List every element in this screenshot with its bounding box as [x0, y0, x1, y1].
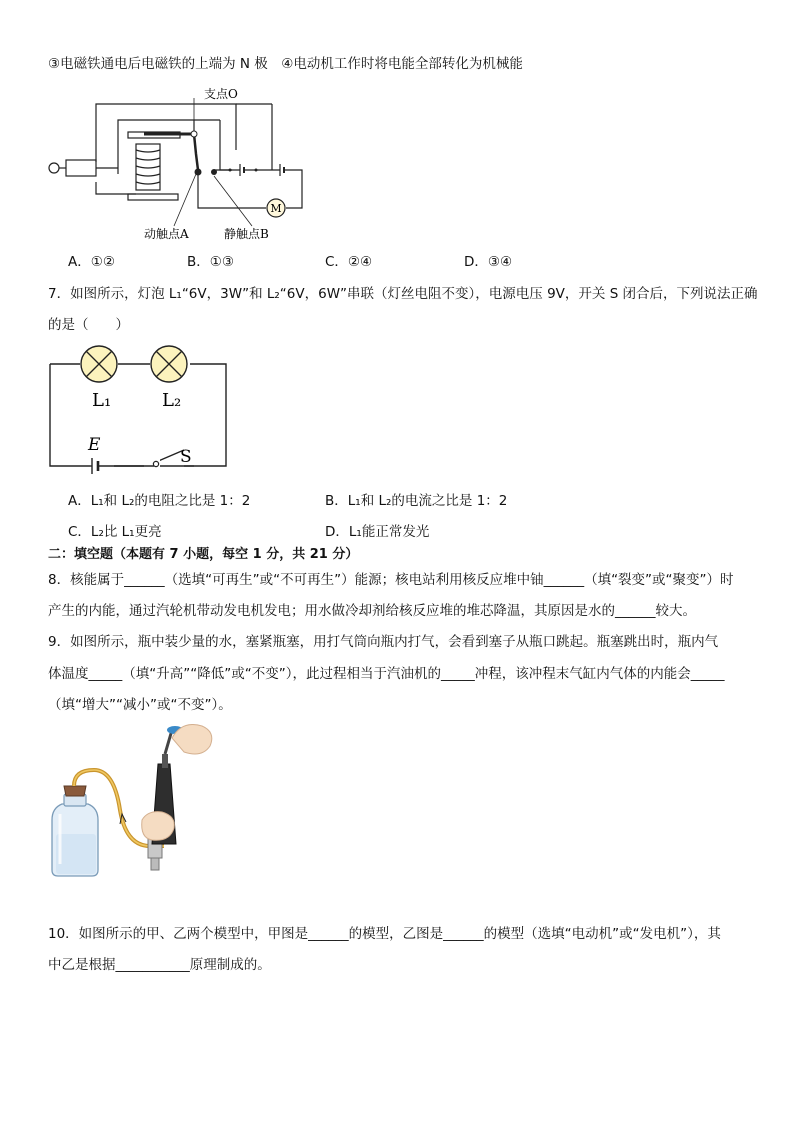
- lamp-l2-icon: [151, 346, 187, 382]
- battery-e-label: E: [88, 435, 101, 455]
- q10-line2: 中乙是根据___________原理制成的。: [48, 957, 271, 973]
- lamp-l1-label: L₁: [92, 390, 112, 411]
- q9-line1: 9．如图所示，瓶中装少量的水，塞紧瓶塞，用打气筒向瓶内打气，会看到塞子从瓶口跳起。瓶塞跳出时，瓶内气: [48, 634, 719, 650]
- q8-line1: 8．核能属于______（选填“可再生”或“不可再生”）能源；核电站利用核反应堆中铀______（填“裂变”或“聚变”）时: [48, 572, 734, 588]
- q7-option-a[interactable]: A．L₁和 L₂的电阻之比是 1：2: [68, 493, 251, 509]
- q6-option-c[interactable]: C．②④: [325, 254, 373, 270]
- lamp-l1-icon: [81, 346, 117, 382]
- q6-option-b[interactable]: B．①③: [187, 254, 234, 270]
- q9-line2: 体温度_____（填“升高”“降低”或“不变”），此过程相当于汽油机的_____冲程，该冲程末气缸内气体的内能会_____: [48, 666, 725, 682]
- relay-circuit-figure: [44, 84, 314, 244]
- q6-option-d[interactable]: D．③④: [464, 254, 513, 270]
- q7-stem-line1: 7．如图所示，灯泡 L₁“6V，3W”和 L₂“6V，6W”串联（灯丝电阻不变），电源电压 9V，开关 S 闭合后，下列说法正确: [48, 286, 758, 302]
- q7-stem-line2: 的是（ ）: [48, 317, 129, 333]
- q7-option-d[interactable]: D．L₁能正常发光: [325, 524, 430, 540]
- series-lamp-circuit-figure: [44, 340, 234, 475]
- q8-line2: 产生的内能，通过汽轮机带动发电机发电；用水做冷却剂给核反应堆的堆芯降温，其原因是水的______较大。: [48, 603, 696, 619]
- q6-option-a[interactable]: A．①②: [68, 254, 115, 270]
- bottle-pump-figure: [44, 724, 224, 882]
- q6-statement-line: ③电磁铁通电后电磁铁的上端为 N 极 ④电动机工作时将电能全部转化为机械能: [48, 56, 523, 72]
- q7-option-b[interactable]: B．L₁和 L₂的电流之比是 1：2: [325, 493, 508, 509]
- contact-b-label: 静触点B: [224, 227, 269, 241]
- contact-a-label: 动触点A: [144, 227, 189, 241]
- motor-label: M: [270, 202, 282, 215]
- pivot-label: 支点O: [204, 87, 238, 101]
- q7-option-c[interactable]: C．L₂比 L₁更亮: [68, 524, 162, 540]
- section-fill-in-heading: 二：填空题（本题有 7 小题，每空 1 分，共 21 分）: [48, 547, 359, 562]
- q9-line3: （填“增大”“减小”或“不变”）。: [48, 697, 232, 713]
- switch-s-label: S: [180, 447, 192, 467]
- lamp-l2-label: L₂: [162, 390, 182, 411]
- q10-line1: 10．如图所示的甲、乙两个模型中，甲图是______的模型，乙图是______的模型（选填“电动机”或“发电机”），其: [48, 926, 721, 942]
